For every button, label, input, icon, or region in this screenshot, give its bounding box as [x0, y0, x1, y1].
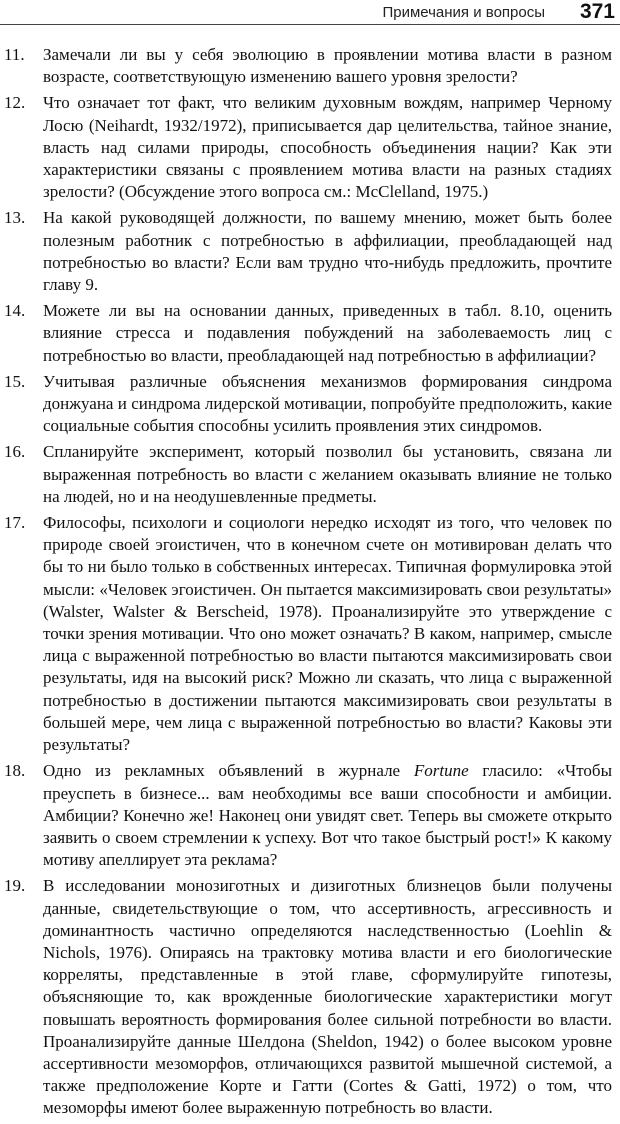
question-text: В исследовании монозиготных и дизиготных близнецов были получены данные, свидетельствующие о том, что ассертивность, агрессивность и доминантность частично определяются наследственностью (Loehlin & Nichols, 1976). Опираясь на трактовку мотива власти и его биологические корреляты, представленные в этой главе, сформулируйте гипотезы, объясняющие то, как врожденные биологические характеристики могут повышать вероятность формирования более сильной потребности во власти. Проанализируйте данные Шелдона (Sheldon, 1942) о более высоком уровне ассертивности мезоморфов, отличающихся развитой мышечной системой, а также предположение Корте и Гатти (Cortes & Gatti, 1972) о том, что мезоморфы имеют более выраженную потребность во власти. [43, 876, 612, 1118]
question-number: 19. [4, 876, 26, 896]
question-number: 16. [4, 442, 26, 462]
question-number: 11. [4, 45, 25, 64]
questions-list [0, 44, 612, 1124]
question-number: 18. [4, 761, 26, 781]
question-text: Спланируйте эксперимент, который позволил бы установить, связана ли выраженная потребность во власти с желанием оказывать влияние не только на людей, но и на неодушевленные предметы. [43, 442, 612, 506]
question-text: Замечали ли вы у себя эволюцию в проявлении мотива власти в разном возрасте, соответствующую изменению вашего уровня зрелости? [43, 45, 612, 87]
question-number: 17. [4, 513, 26, 533]
question-number: 12. [4, 93, 26, 113]
question-item [0, 300, 612, 367]
running-header-section-title: Примечания и вопросы [382, 4, 545, 21]
question-text: На какой руководящей должности, по вашему мнению, может быть более полезным работник с потребностью в аффилиации, преобладающей над потребностью во власти? Если вам трудно что-нибудь предложить, прочтите главу 9. [43, 208, 612, 295]
question-item [0, 371, 612, 438]
question-item [0, 44, 612, 88]
question-text: Можете ли вы на основании данных, приведенных в табл. 8.10, оценить влияние стресса и подавления побуждений на заболеваемость лиц с потребностью во власти, преобладающей над потребностью в аффилиации? [43, 301, 612, 365]
question-text-before: Одно из рекламных объявлений в журнале [43, 761, 414, 781]
question-item [0, 441, 612, 508]
question-text: Философы, психологи и социологи нередко исходят из того, что человек по природе своей эгоистичен, что в конечном счете он мотивирован делать что бы то ни было только в собственных интересах. Типичная формулировка этой мысли: «Человек эгоистичен. Он пытается максимизировать свои результаты» (Walster, Walster & Berscheid, 1978). Проанализируйте это утверждение с точки зрения мотивации. Что оно может означать? В каком, например, смысле лица с выраженной потребностью во власти пытаются максимизировать свои результаты, идя на высокий риск? Можно ли сказать, что лица с выраженной потребностью в достижении пытаются максимизировать свои результаты в большей мере, чем лица с выраженной потребностью во власти? Каковы эти результаты? [43, 513, 612, 755]
header-rule [0, 24, 620, 25]
page-number: 371 [579, 0, 615, 23]
question-item [0, 207, 612, 296]
question-number: 14. [4, 301, 26, 321]
journal-title: Fortune [413, 761, 469, 781]
question-item [0, 760, 612, 871]
question-text [43, 761, 612, 869]
question-number: 15. [4, 371, 26, 391]
question-text: Учитывая различные объяснения механизмов формирования синдрома донжуана и синдрома лидерской мотивации, попробуйте предположить, какие социальные события способны усилить проявления этих синдромов. [43, 371, 612, 436]
question-item [0, 875, 612, 1119]
question-text: Что означает тот факт, что великим духовным вождям, например Черному Лосю (Neihardt, 1932/1972), приписывается дар целительства, тайное знание, власть над силами природы, способность объединения нации? Как эти характеристики связаны с проявлением мотива власти на разных стадиях зрелости? (Обсуждение этого вопроса см.: McClelland, 1975.) [43, 93, 612, 202]
question-number: 13. [4, 208, 26, 228]
question-text-after: гласило: «Чтобы преуспеть в бизнесе... вам необходимы все ваши способности и амбиции. Амбиции? Конечно же! Наконец они увидят свет. Теперь вы сможете открыто заявить о своем стремлении к успеху. Вот что такое быстрый рост!» К какому мотиву апеллирует эта реклама? [43, 761, 612, 870]
question-item [0, 92, 612, 203]
question-item [0, 512, 612, 756]
running-header [0, 0, 620, 26]
